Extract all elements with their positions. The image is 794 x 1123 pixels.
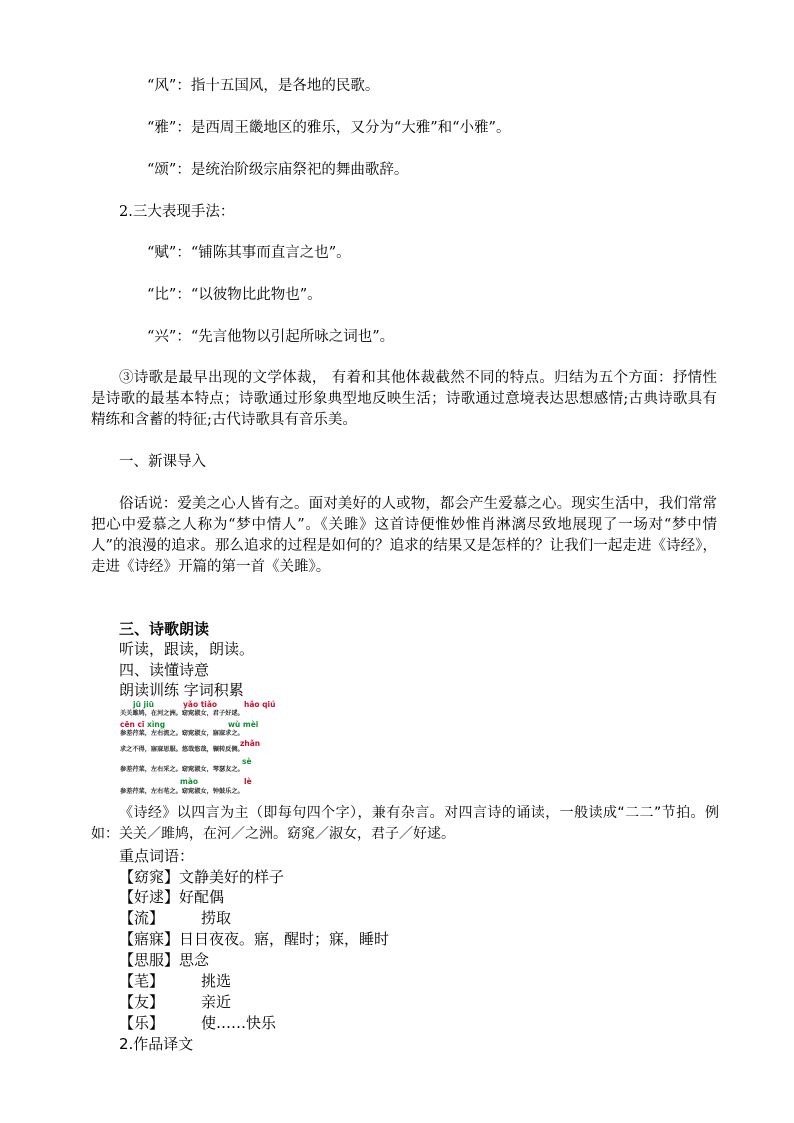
keyword-term: 【思服】 [119,951,180,969]
pinyin-se: sè [242,757,252,766]
definition-ya: “雅”：是西周王畿地区的雅乐，又分为“大雅”和“小雅”。 [147,120,511,136]
pinyin-wu-mei: wù mèi [228,720,259,729]
pinyin-xing: xìng [147,720,166,729]
keyword-row [119,950,209,970]
keyword-row [119,867,284,887]
keyword-meaning: 日日夜夜。寤，醒时；寐，睡时 [179,930,390,948]
poem-line-1: 关关雎鸠，在河之洲。窈窕淑女，君子好逑。 [120,710,244,717]
keyword-term: 【好逑】 [119,888,180,906]
pinyin-yao-tiao: yǎo tiǎo [183,700,218,709]
reading-training: 朗读训练 字词积累 [119,681,244,699]
keyword-row [119,992,231,1012]
poem-line-4: 参差荇菜，左右采之。窈窕淑女，琴瑟友之。 [120,766,244,773]
keyword-row [119,929,389,949]
keyword-term: 【芼】 [119,972,165,990]
keyword-meaning: 思念 [179,951,210,969]
pinyin-cen-ci: cēn cī [120,720,145,729]
keyword-meaning: 使……快乐 [201,1014,277,1032]
poem-annotated-image [120,700,320,804]
technique-fu: “赋”：“铺陈其事而直言之也”。 [147,245,351,261]
keyword-meaning: 亲近 [201,993,232,1011]
definition-song: “颂”：是统治阶级宗庙祭祀的舞曲歌辞。 [147,162,409,178]
pinyin-ju-jiu: jū jiū [133,700,155,709]
pinyin-le: lè [244,777,252,786]
heading-techniques: 2.三大表现手法： [119,204,235,220]
keyword-term: 【流】 [119,909,165,927]
keyword-term: 【窈窕】 [119,868,180,886]
keyword-meaning: 挑选 [201,972,232,990]
keyword-meaning: 文静美好的样子 [179,868,285,886]
reading-steps: 听读，跟读，朗读。 [119,640,255,658]
poem-line-3: 求之不得，寤寐思服。悠哉悠哉，辗转反侧。 [120,746,244,753]
keyword-row [119,887,224,907]
keyword-row [119,908,231,928]
heading-understand: 四、读懂诗意 [119,661,210,679]
keyword-term: 【乐】 [119,1014,165,1032]
poem-line-5: 参差荇菜，左右芼之。窈窕淑女，钟鼓乐之。 [120,788,244,795]
keyword-term: 【友】 [119,993,165,1011]
pinyin-hao-qiu: hǎo qiú [244,700,276,709]
pinyin-mao: mào [180,777,199,786]
pinyin-zhan: zhǎn [240,739,261,748]
technique-xing: “兴”：“先言他物以引起所咏之词也”。 [147,329,395,345]
poem-line-2: 参差荇菜，左右流之。窈窕淑女，寤寐求之。 [120,730,244,737]
keyword-meaning: 捞取 [201,909,232,927]
heading-keywords: 重点词语： [119,847,195,865]
keyword-row [119,971,231,991]
heading-new-lesson: 一、新课导入 [119,454,206,470]
keyword-row [119,1013,276,1033]
technique-bi: “比”：“以彼物比此物也”。 [147,287,322,303]
keyword-meaning: 好配偶 [179,888,225,906]
heading-translation: 2.作品译文 [119,1035,194,1053]
heading-poem-reading: 三、诗歌朗读 [119,620,210,638]
paragraph-intro: 俗话说：爱美之心人皆有之。面对美好的人或物，都会产生爱慕之心。现实生活中，我们常常把心中爱慕之人称为“梦中情人”。《关雎》这首诗便惟妙惟肖淋漓尽致地展现了一场对“梦中情人”的浪漫的追求。那么追求的过程是如何的？追求的结果又是怎样的？让我们一起走进《诗经》，走进《诗经》开篇的第一首《关雎》。 [91,496,717,575]
paragraph-rhythm: 《诗经》以四言为主（即每句四个字），兼有杂言。对四言诗的诵读，一般读成“二二”节拍。例如：关关／雎鸠，在河／之洲。窈窕／淑女，君子／好逑。 [91,805,719,842]
definition-feng: “风”：指十五国风，是各地的民歌。 [147,78,380,94]
paragraph-poetry-features: ③诗歌是最早出现的文学体裁， 有着和其他体裁截然不同的特点。归结为五个方面：抒情性是诗歌的最基本特点；诗歌通过形象典型地反映生活；诗歌通过意境表达思想感情;古典诗歌具有精练和含蓄的特征;古代诗歌具有音乐美。 [91,370,717,428]
keyword-term: 【寤寐】 [119,930,180,948]
